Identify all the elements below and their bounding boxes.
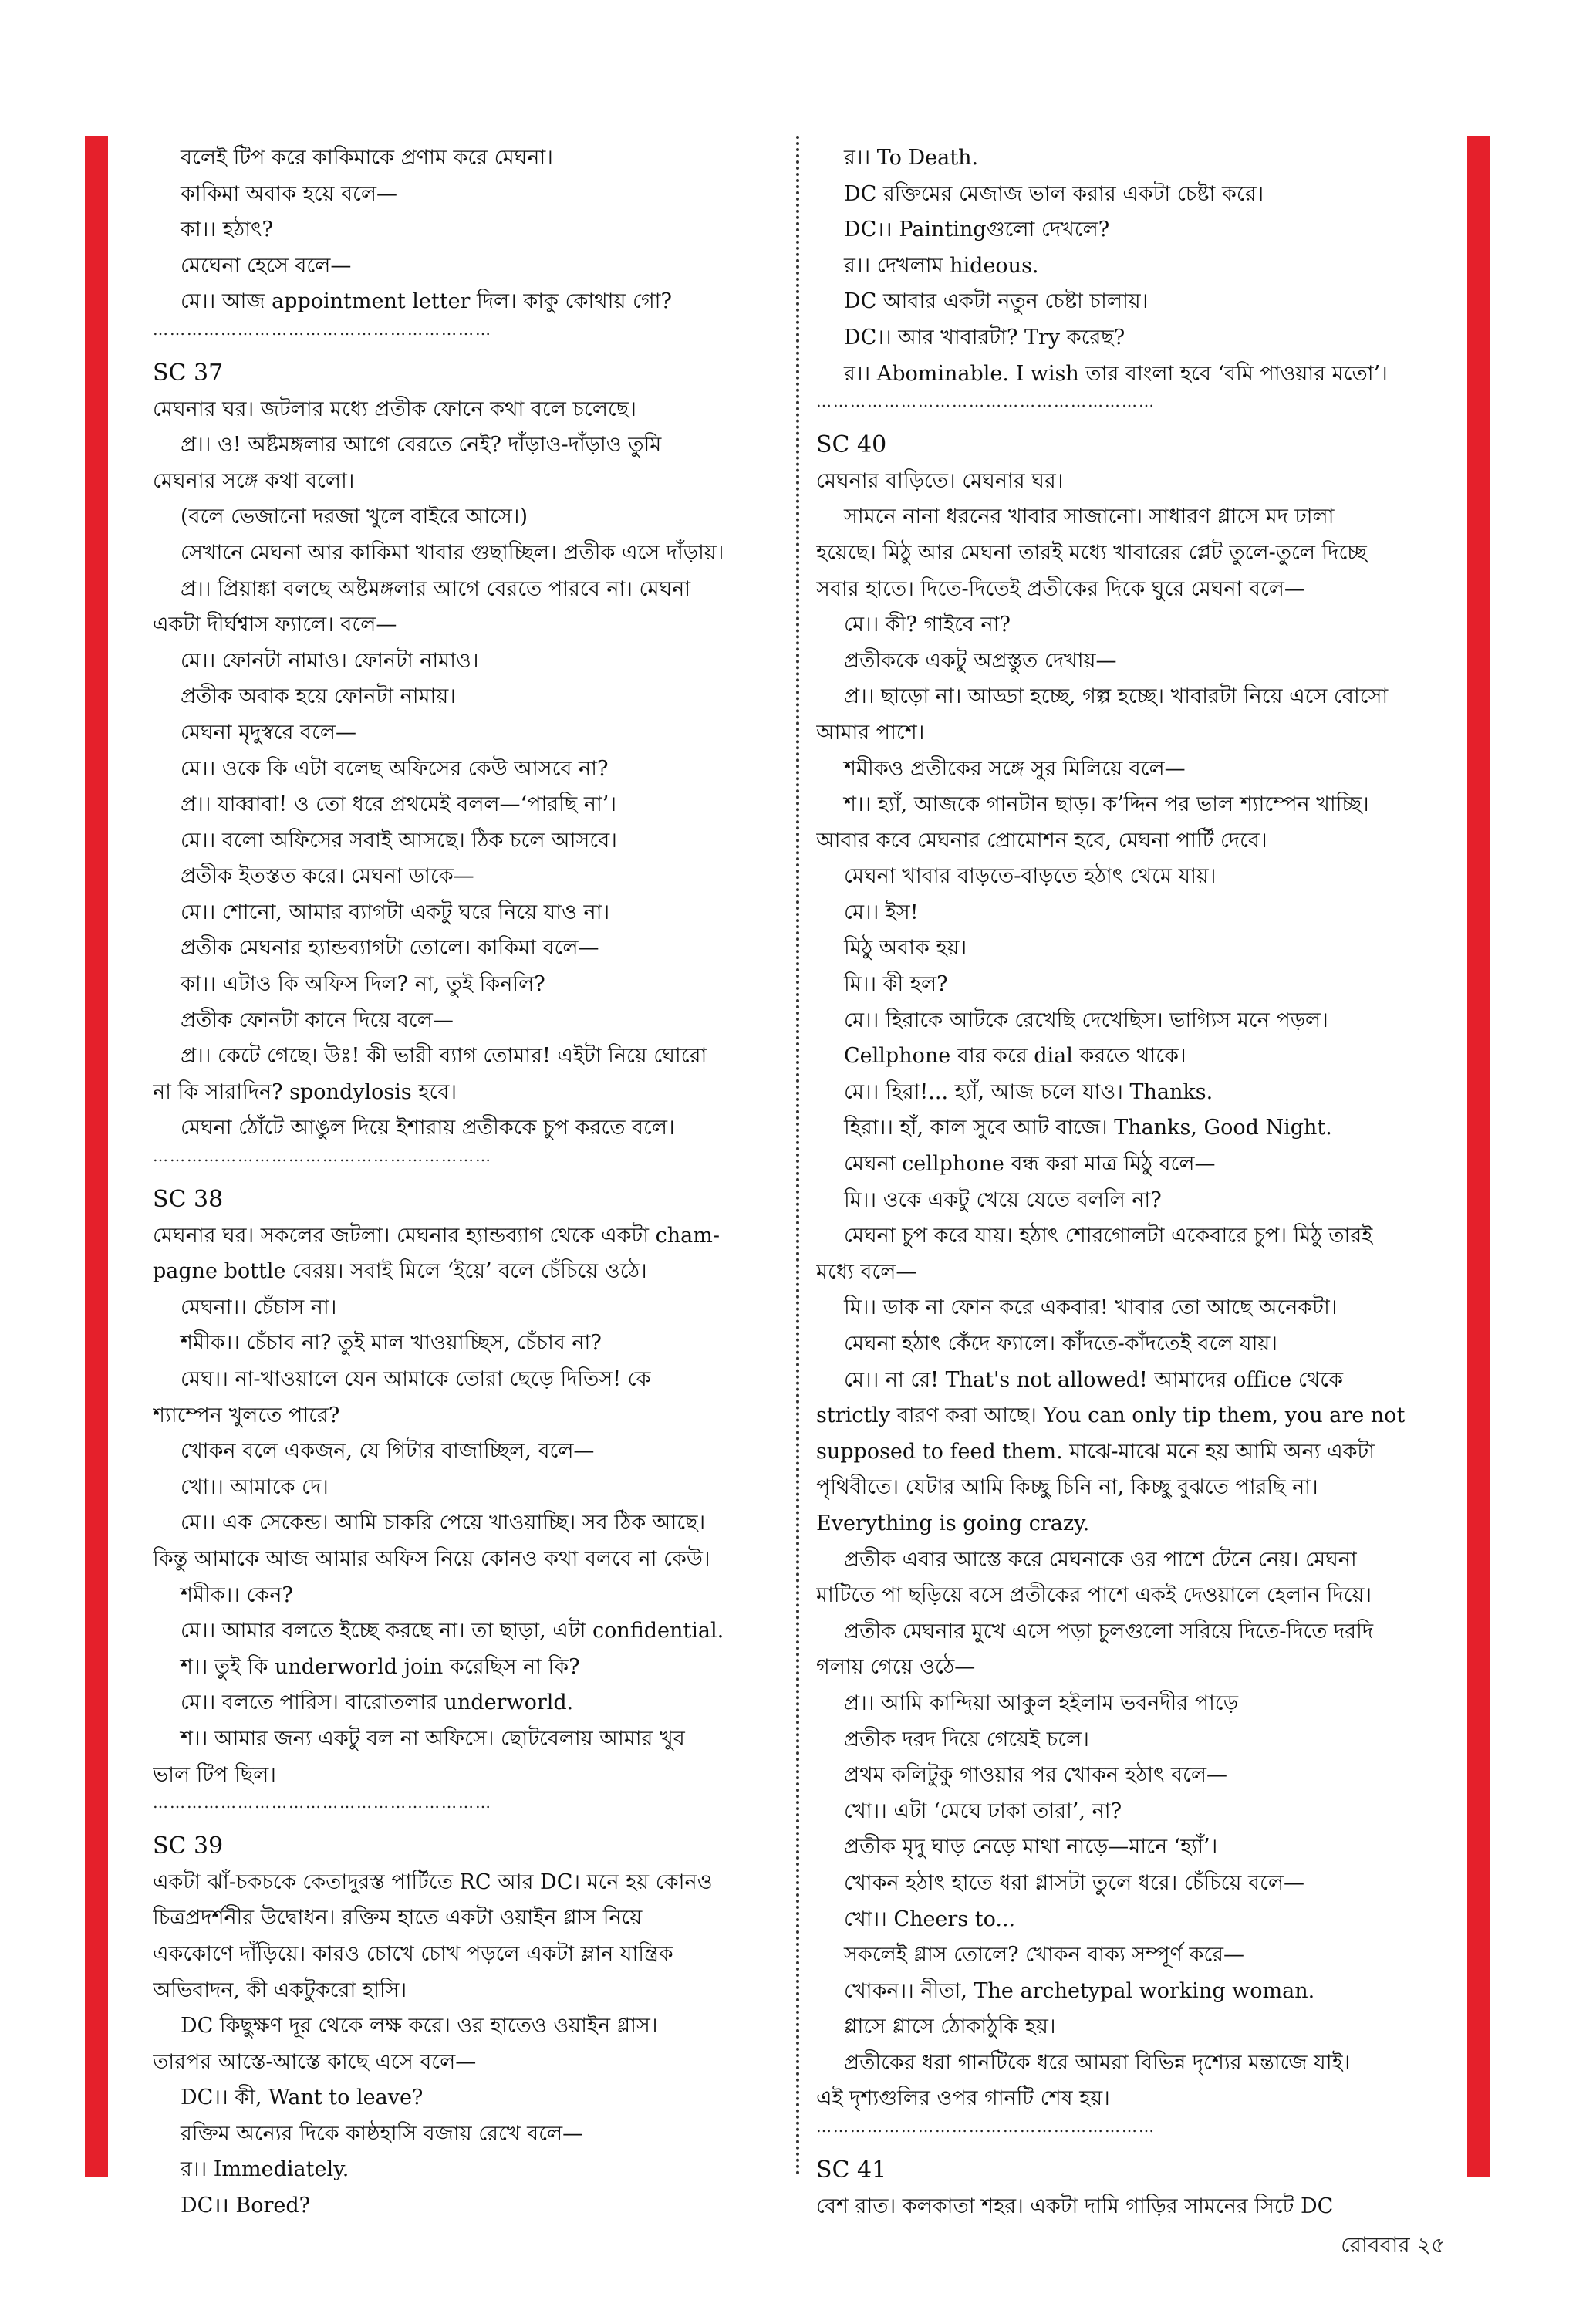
text-line: অভিবাদন, কী একটুকরো হাসি। [153, 1978, 407, 2002]
text-line: প্রতীক ফোনটা কানে দিয়ে বলে— [181, 1008, 454, 1032]
scene-heading: SC 37 [153, 359, 224, 387]
text-line: প্রতীক ইতস্তত করে। মেঘনা ডাকে— [181, 864, 474, 889]
text-line: মেঘনা মৃদুস্বরে বলে— [181, 720, 357, 745]
text-line: কা।। এটাও কি অফিস দিল? না, তুই কিনলি? [181, 972, 545, 997]
text-line: প্রতীকের ধরা গানটিকে ধরে আমরা বিভিন্ন দৃশ্যের মন্তাজে যাই। [844, 2050, 1351, 2075]
text-line: strictly বারণ করা আছে। You can only tip them, you are not [816, 1404, 1406, 1428]
text-line: প্র।। যাব্বাবা! ও তো ধরে প্রথমেই বলল—‘পারছি না’। [181, 792, 616, 817]
text-line: pagne bottle বেরয়। সবাই মিলে ‘ইয়ে’ বলে চেঁচিয়ে ওঠে। [153, 1259, 647, 1284]
text-line: আবার কবে মেঘনার প্রোমোশন হবে, মেঘনা পার্টি দেবে। [816, 828, 1267, 853]
text-line: মধ্যে বলে— [816, 1259, 917, 1284]
dotted-separator: …………………………………………………… [816, 392, 1156, 411]
text-line: কিন্তু আমাকে আজ আমার অফিস নিয়ে কোনও কথা বলবে না কেউ। [153, 1546, 710, 1571]
scene-heading: SC 39 [153, 1833, 224, 1860]
text-line: মে।। ফোনটা নামাও। ফোনটা নামাও। [181, 648, 479, 673]
text-line: মেঘনার সঙ্গে কথা বলো। [153, 468, 355, 493]
text-line: শ।। আমার জন্য একটু বল না অফিসে। ছোটবেলায় আমার খুব [181, 1726, 685, 1751]
text-line: এই দৃশ্যগুলির ওপর গানটি শেষ হয়। [816, 2086, 1110, 2111]
text-line: মে।। বলতে পারিস। বারোতলার underworld. [181, 1691, 574, 1715]
text-line: মে।। শোনো, আমার ব্যাগটা একটু ঘরে নিয়ে যাও না। [181, 900, 610, 924]
text-line: প্রথম কলিটুকু গাওয়ার পর খোকন হঠাৎ বলে— [844, 1763, 1228, 1788]
text-line: না কি সারাদিন? spondylosis হবে। [153, 1079, 457, 1104]
text-line: র।। To Death. [844, 146, 979, 170]
text-line: র।। Immediately. [181, 2157, 349, 2182]
text-line: কাকিমা অবাক হয়ে বলে— [181, 181, 397, 206]
text-line: হিরা।। হাঁ, কাল সুবে আট বাজে। Thanks, Good Night. [844, 1116, 1332, 1140]
text-line: মেঘনা হঠাৎ কেঁদে ফ্যালে। কাঁদতে-কাঁদতেই বলে যায়। [844, 1332, 1277, 1356]
text-line: DC রক্তিমের মেজাজ ভাল করার একটা চেষ্টা করে। [844, 181, 1264, 206]
text-line: সকলেই গ্লাস তোলে? খোকন বাক্য সম্পূর্ণ করে— [844, 1943, 1245, 1968]
text-line: সামনে নানা ধরনের খাবার সাজানো। সাধারণ গ্লাসে মদ ঢালা [844, 505, 1335, 529]
text-line: বেশ রাত। কলকাতা শহর। একটা দামি গাড়ির সামনের সিটে DC [816, 2194, 1334, 2218]
text-line: প্রতীক মেঘনার মুখে এসে পড়া চুলগুলো সরিয়ে দিতে-দিতে দরদি [844, 1619, 1374, 1643]
text-line: মে।। ইস! [844, 900, 919, 924]
text-line: শমীক।। চেঁচাব না? তুই মাল খাওয়াচ্ছিস, চেঁচাব না? [181, 1331, 602, 1356]
text-line: কা।। হঠাৎ? [181, 218, 273, 242]
text-line: মে।। হিরাকে আটকে রেখেছি দেখেছিস। ভাগ্যিস মনে পড়ল। [844, 1008, 1328, 1032]
text-line: শ।। হ্যাঁ, আজকে গানটান ছাড়। ক’দ্দিন পর ভাল শ্যাম্পেন খাচ্ছি। [844, 792, 1369, 817]
text-line: মেঘনা।। চেঁচাস না। [181, 1295, 337, 1319]
text-line: একটা ঝাঁ-চকচকে কেতাদুরস্ত পার্টিতে RC আর DC। মনে হয় কোনও [153, 1870, 713, 1894]
text-line: মেঘনা খাবার বাড়তে-বাড়তে হঠাৎ থেমে যায়। [844, 864, 1217, 889]
text-line: DC।। Bored? [181, 2194, 311, 2218]
text-line: মে।। বলো অফিসের সবাই আসছে। ঠিক চলে আসবে। [181, 828, 617, 853]
text-line: DC।। Paintingগুলো দেখলে? [844, 218, 1110, 242]
text-line: DC কিছুক্ষণ দূর থেকে লক্ষ করে। ওর হাতেও ওয়াইন গ্লাস। [181, 2014, 658, 2039]
text-line: র।। Abominable. I wish তার বাংলা হবে ‘বমি পাওয়ার মতো’। [844, 361, 1388, 386]
right-text-column [816, 140, 1503, 2224]
text-line: মে।। না রে! That's not allowed! আমাদের office থেকে [844, 1367, 1344, 1392]
text-line: প্র।। আমি কান্দিয়া আকুল হইলাম ভবনদীর পাড়ে [844, 1691, 1238, 1715]
text-line: শ্যাম্পেন খুলতে পারে? [153, 1403, 340, 1427]
dotted-separator: …………………………………………………… [816, 2117, 1156, 2137]
text-line: মিঠু অবাক হয়। [844, 936, 967, 961]
text-line: খো।। এটা ‘মেঘে ঢাকা তারা’, না? [844, 1799, 1122, 1823]
text-line: প্র।। কেটে গেছে। উঃ! কী ভারী ব্যাগ তোমার! এইটা নিয়ে ঘোরো [181, 1044, 707, 1069]
text-line: রক্তিম অন্যের দিকে কাষ্ঠহাসি বজায় রেখে বলে— [181, 2121, 584, 2146]
scene-heading: SC 41 [816, 2157, 887, 2184]
text-line: তারপর আস্তে-আস্তে কাছে এসে বলে— [153, 2049, 477, 2074]
text-line: Everything is going crazy. [816, 1511, 1090, 1535]
text-line: শ।। তুই কি underworld join করেছিস না কি? [181, 1654, 580, 1679]
text-line: মেঘনা cellphone বন্ধ করা মাত্র মিঠু বলে— [844, 1152, 1216, 1177]
text-line: মে।। ওকে কি এটা বলেছ অফিসের কেউ আসবে না? [181, 756, 609, 781]
text-line: প্রতীক দরদ দিয়ে গেয়েই চলে। [844, 1727, 1089, 1751]
text-line: মে।। এক সেকেন্ড। আমি চাকরি পেয়ে খাওয়াচ্ছি। সব ঠিক আছে। [181, 1511, 706, 1535]
text-line: প্রতীক মৃদু ঘাড় নেড়ে মাথা নাড়ে—মানে ‘হ্যাঁ’। [844, 1835, 1218, 1860]
text-line: মেঘনা ঠোঁটে আঙুল দিয়ে ইশারায় প্রতীককে চুপ করতে বলে। [181, 1116, 675, 1140]
text-line: প্রতীককে একটু অপ্রস্তুত দেখায়— [844, 648, 1117, 673]
page-footer: রোববার ২৫ [1341, 2232, 1445, 2258]
text-line: খোকন।। নীতা, The archetypal working woman. [844, 1978, 1315, 2003]
text-line: (বলে ভেজানো দরজা খুলে বাইরে আসে।) [181, 505, 528, 529]
text-line: এককোণে দাঁড়িয়ে। কারও চোখে চোখ পড়লে একটা ম্লান যান্ত্রিক [153, 1941, 673, 1966]
text-line: supposed to feed them. মাঝে-মাঝে মনে হয় আমি অন্য একটা [816, 1439, 1375, 1464]
text-line: মে।। আজ appointment letter দিল। কাকু কোথায় গো? [181, 289, 672, 314]
text-line: প্রতীক এবার আস্তে করে মেঘনাকে ওর পাশে টেনে নেয়। মেঘনা [844, 1547, 1357, 1572]
text-line: হয়েছে। মিঠু আর মেঘনা তারই মধ্যে খাবারের প্লেট তুলে-তুলে দিচ্ছে [816, 540, 1367, 565]
text-line: DC।। আর খাবারটা? Try করেছ? [844, 325, 1125, 350]
text-line: গলায় গেয়ে ওঠে— [816, 1655, 976, 1680]
text-line: Cellphone বার করে dial করতে থাকে। [844, 1044, 1186, 1069]
text-line: প্র।। ছাড়ো না। আড্ডা হচ্ছে, গল্প হচ্ছে। খাবারটা নিয়ে এসে বোসো [844, 684, 1389, 709]
text-line: আমার পাশে। [816, 720, 925, 745]
text-line: চিত্রপ্রদর্শনীর উদ্বোধন। রক্তিম হাতে একটা ওয়াইন গ্লাস নিয়ে [153, 1906, 643, 1930]
left-text-column [153, 140, 839, 2224]
text-line: মেঘনার ঘর। জটলার মধ্যে প্রতীক ফোনে কথা বলে চলেছে। [153, 397, 636, 421]
text-line: DC।। কী, Want to leave? [181, 2086, 424, 2110]
text-line: র।। দেখলাম hideous. [844, 253, 1039, 278]
text-line: খোকন হঠাৎ হাতে ধরা গ্লাসটা তুলে ধরে। চেঁচিয়ে বলে— [844, 1870, 1305, 1895]
text-line: মেঘনা চুপ করে যায়। হঠাৎ শোরগোলটা একেবারে চুপ। মিঠু তারই [844, 1224, 1373, 1248]
text-line: মি।। কী হল? [844, 972, 948, 997]
text-line: পৃথিবীতে। যেটার আমি কিচ্ছু চিনি না, কিচ্ছু বুঝতে পারছি না। [816, 1475, 1318, 1500]
dotted-separator: …………………………………………………… [153, 319, 492, 339]
text-line: খো।। Cheers to... [844, 1907, 1016, 1931]
text-line: প্রতীক অবাক হয়ে ফোনটা নামায়। [181, 684, 456, 709]
text-line: গ্লাসে গ্লাসে ঠোকাঠুকি হয়। [844, 2015, 1056, 2039]
text-line: খো।। আমাকে দে। [181, 1474, 329, 1499]
text-line: মে।। হিরা!... হ্যাঁ, আজ চলে যাও। Thanks. [844, 1079, 1213, 1104]
text-line: DC আবার একটা নতুন চেষ্টা চালায়। [844, 289, 1149, 314]
text-line: প্র।। ও! অষ্টমঙ্গলার আগে বেরতে নেই? দাঁড়াও-দাঁড়াও তুমি [181, 433, 662, 458]
text-line: মেঘনার বাড়িতে। মেঘনার ঘর। [816, 468, 1064, 493]
dotted-separator: …………………………………………………… [153, 1793, 492, 1812]
text-line: মে।। আমার বলতে ইচ্ছে করছে না। তা ছাড়া, এটা confidential. [181, 1619, 724, 1643]
text-line: মেঘনার ঘর। সকলের জটলা। মেঘনার হ্যান্ডব্যাগ থেকে একটা cham- [153, 1223, 720, 1248]
text-line: মেঘেনা হেসে বলে— [181, 253, 352, 278]
text-line: সবার হাতে। দিতে-দিতেই প্রতীকের দিকে ঘুরে মেঘনা বলে— [816, 576, 1305, 601]
text-line: খোকন বলে একজন, যে গিটার বাজাচ্ছিল, বলে— [181, 1439, 595, 1464]
text-line: শমীকও প্রতীকের সঙ্গে সুর মিলিয়ে বলে— [844, 756, 1186, 781]
dotted-separator: …………………………………………………… [153, 1147, 492, 1166]
text-line: মি।। ওকে একটু খেয়ে যেতে বললি না? [844, 1187, 1162, 1212]
text-line: সেখানে মেঘনা আর কাকিমা খাবার গুছাচ্ছিল। প্রতীক এসে দাঁড়ায়। [181, 540, 724, 565]
text-line: প্র।। প্রিয়াঙ্কা বলছে অষ্টমঙ্গলার আগে বেরতে পারবে না। মেঘনা [181, 576, 691, 601]
text-line: ভাল টিপ ছিল। [153, 1762, 276, 1787]
text-line: মি।। ডাক না ফোন করে একবার! খাবার তো আছে অনেকটা। [844, 1295, 1338, 1320]
text-line: শমীক।। কেন? [181, 1583, 293, 1607]
text-line: একটা দীর্ঘশ্বাস ফ্যালে। বলে— [153, 613, 397, 637]
text-line: মেঘ।। না-খাওয়ালে যেন আমাকে তোরা ছেড়ে দিতিস! কে [181, 1367, 651, 1391]
scene-heading: SC 40 [816, 431, 887, 459]
left-red-margin-bar [85, 136, 108, 2177]
text-line: মাটিতে পা ছড়িয়ে বসে প্রতীকের পাশে একই দেওয়ালে হেলান দিয়ে। [816, 1583, 1372, 1608]
scene-heading: SC 38 [153, 1186, 224, 1214]
text-line: মে।। কী? গাইবে না? [844, 613, 1011, 637]
text-line: প্রতীক মেঘনার হ্যান্ডব্যাগটা তোলে। কাকিমা বলে— [181, 936, 599, 961]
text-line: বলেই টিপ করে কাকিমাকে প্রণাম করে মেঘনা। [181, 146, 553, 170]
